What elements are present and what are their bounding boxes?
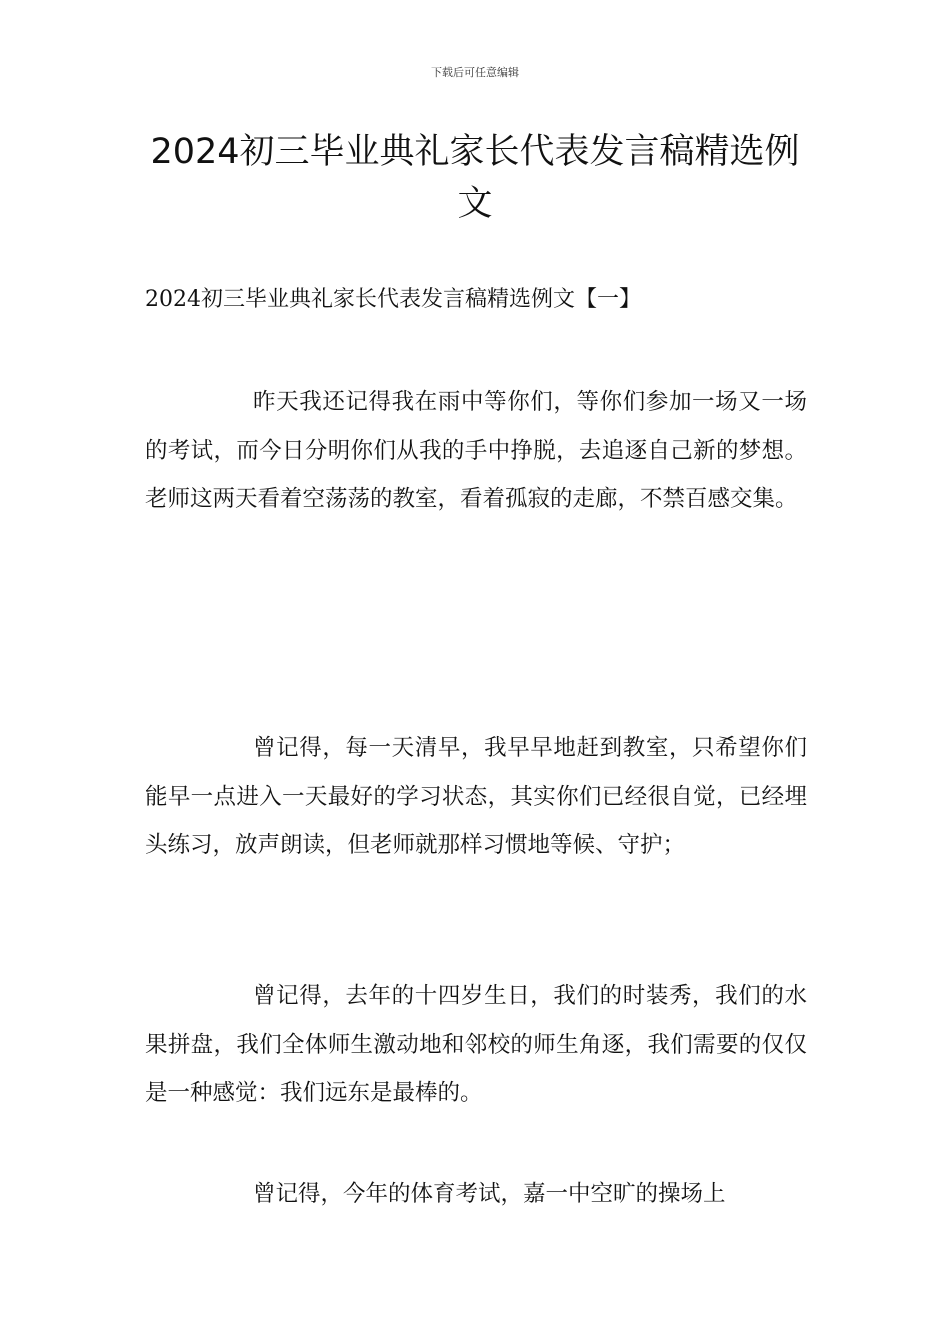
paragraph: 曾记得，每一天清早，我早早地赶到教室，只希望你们能早一点进入一天最好的学习状态，其实你们已经很自觉，已经埋头练习，放声朗读，但老师就那样习惯地等候、守护； <box>145 735 807 858</box>
paragraph: 曾记得，去年的十四岁生日，我们的时装秀，我们的水果拼盘，我们全体师生激动地和邻校的师生角逐，我们需要的仅仅是一种感觉：我们远东是最棒的。 <box>145 983 807 1106</box>
section-heading: 2024初三毕业典礼家长代表发言稿精选例文【一】 <box>145 287 641 312</box>
document-title: 2024初三毕业典礼家长代表发言稿精选例文 <box>150 132 800 224</box>
header-note: 下载后可任意编辑 <box>431 66 519 79</box>
paragraph: 昨天我还记得我在雨中等你们，等你们参加一场又一场的考试，而今日分明你们从我的手中挣脱，去追逐自己新的梦想。老师这两天看着空荡荡的教室，看着孤寂的走廊，不禁百感交集。 <box>145 389 807 512</box>
paragraph: 曾记得，今年的体育考试，嘉一中空旷的操场上 <box>253 1181 726 1207</box>
